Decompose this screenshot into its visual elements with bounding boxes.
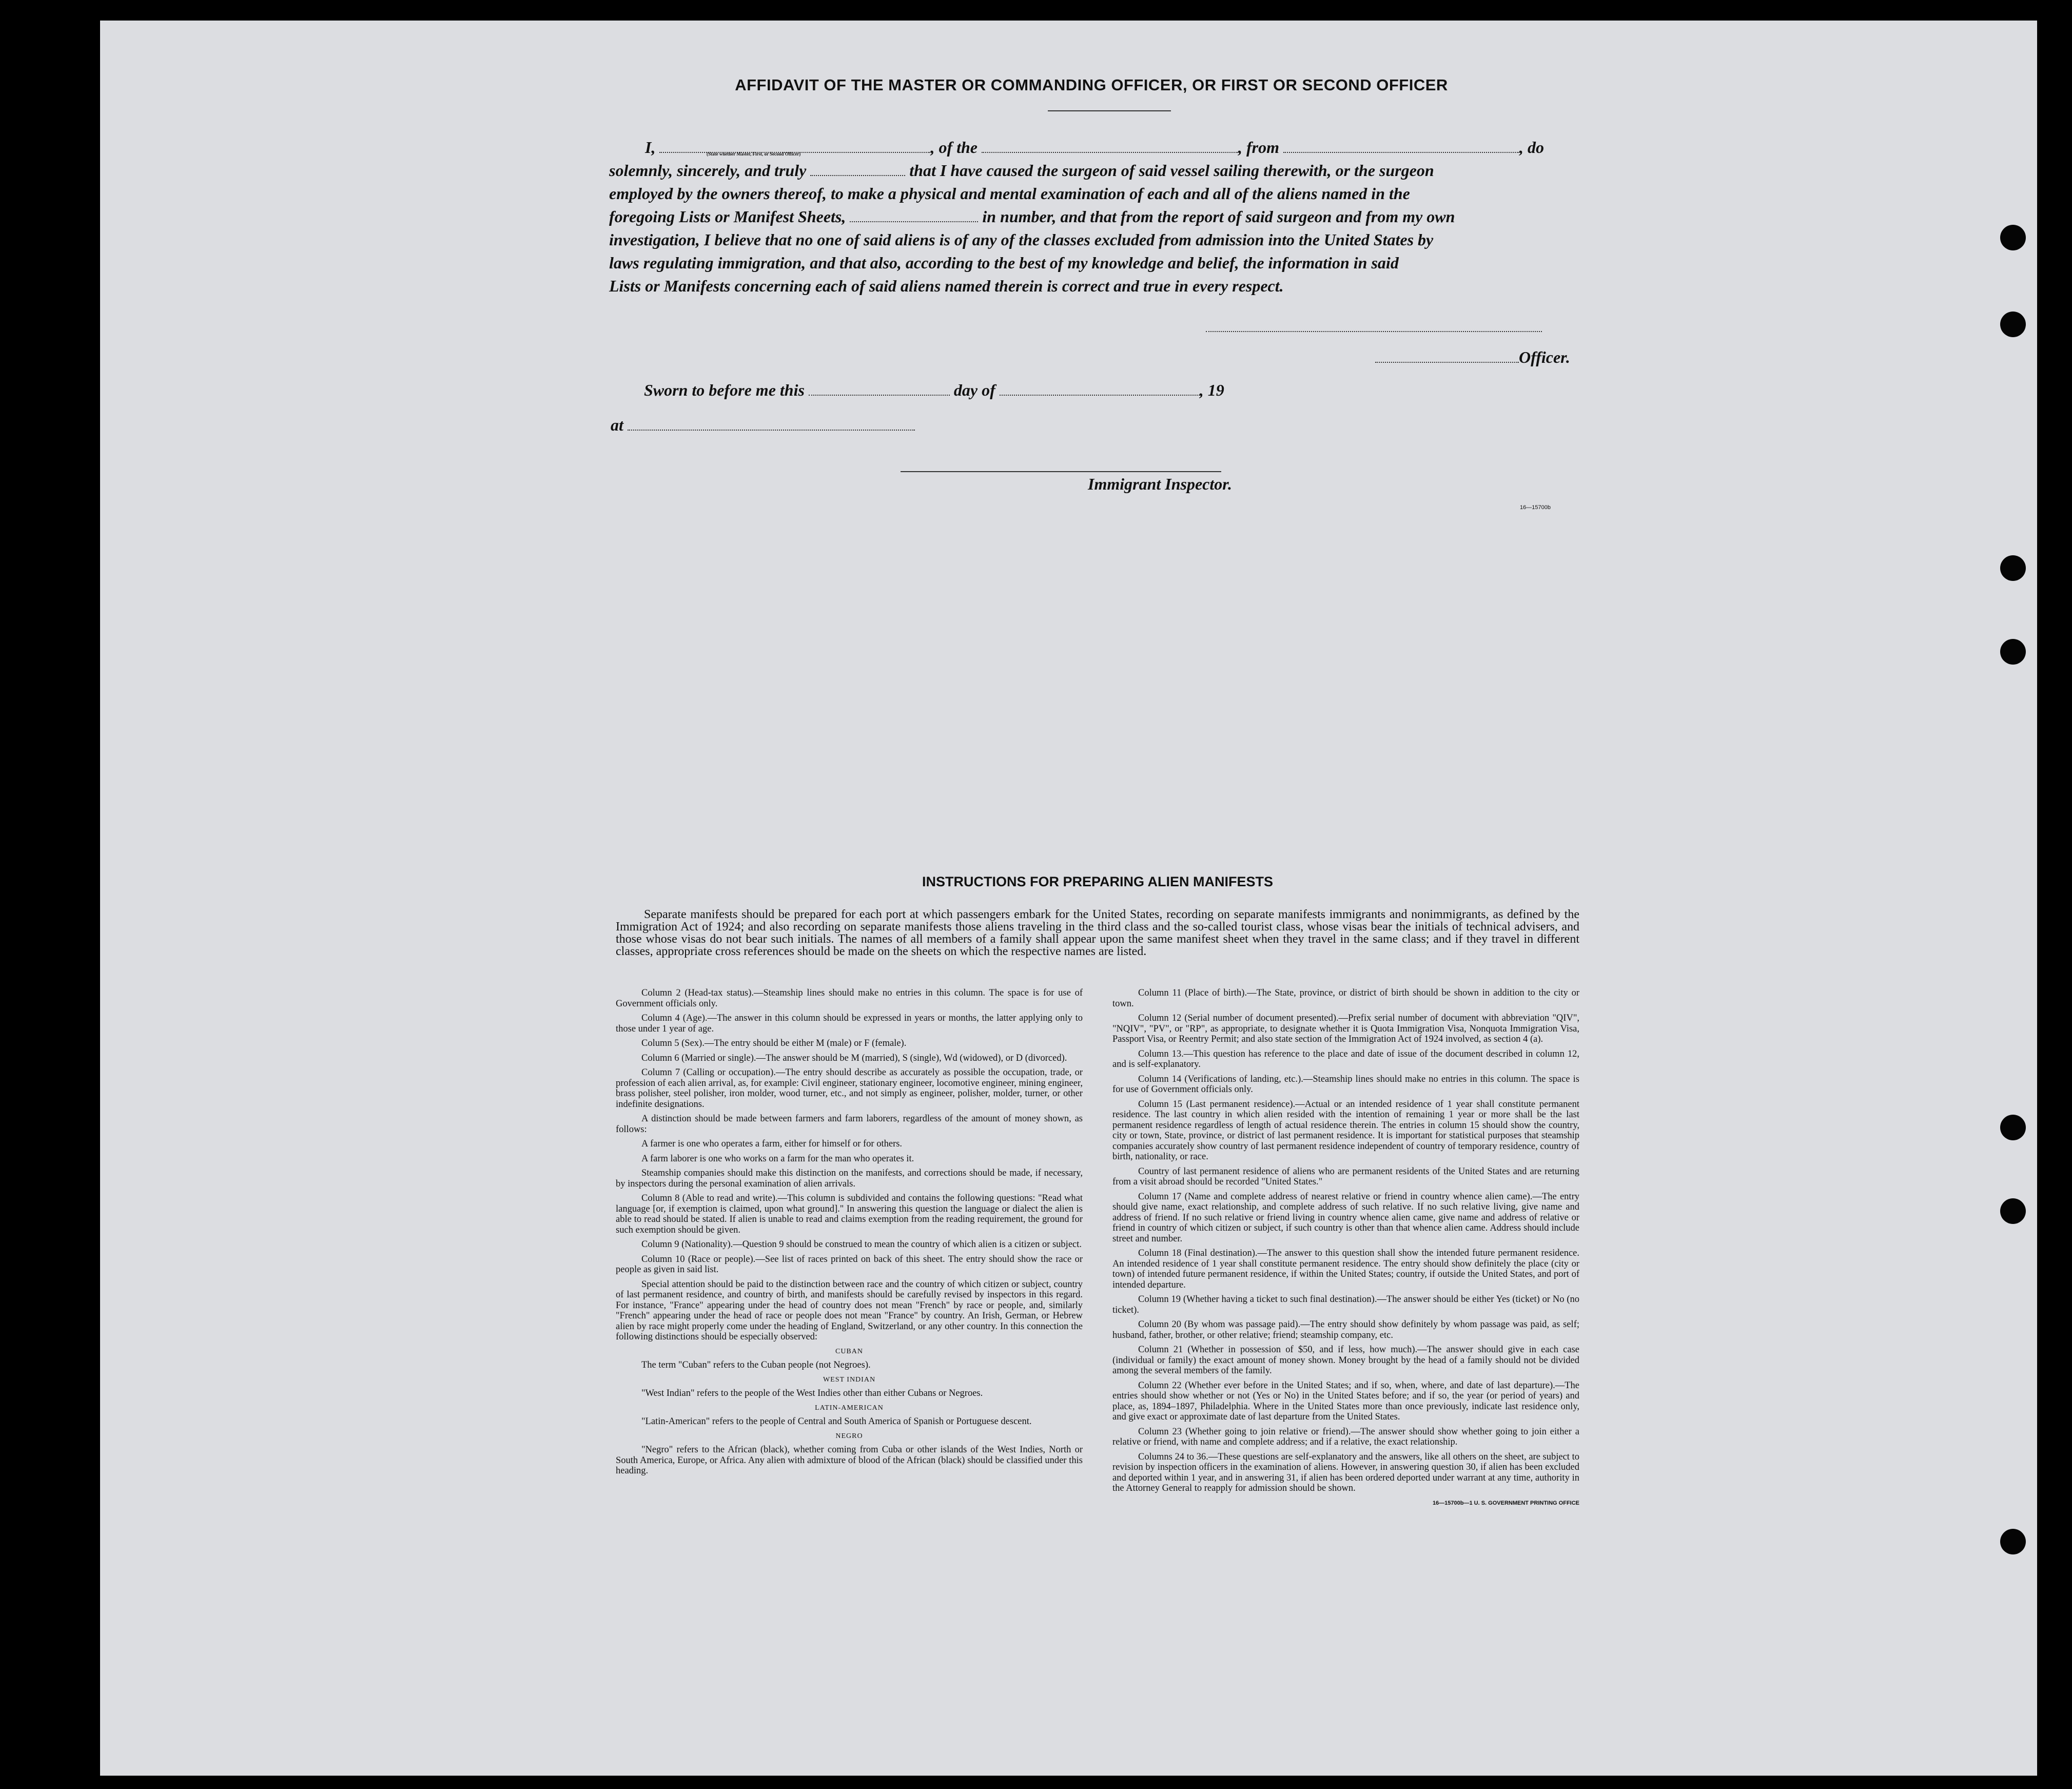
affidavit-line-7: Lists or Manifests concerning each of said aliens named therein is correct and true in every respect. bbox=[609, 277, 1284, 295]
affidavit-line-5: investigation, I believe that no one of said aliens is of any of the classes excluded from admission into the United States by bbox=[609, 230, 1434, 249]
affidavit-body bbox=[609, 136, 1574, 298]
instruction-paragraph: Special attention should be paid to the distinction between race and the country of which citizen or subject, country of last permanent residence, and country of birth, and manifests should be carefully revised by inspectors in this regard. For instance, "France" appearing under the head of country does not mean "French" by race or people, and, similarly "French" appearing under the head of race or people does not mean "France" by country. An Irish, German, or Hebrew alien by race might properly come under the heading of England, Switzerland, or any other country. In this connection the following distinctions should be especially observed: bbox=[616, 1279, 1083, 1342]
sheet-count-field[interactable] bbox=[850, 221, 978, 222]
instruction-paragraph: Column 8 (Able to read and write).—This column is subdivided and contains the following questions: "Read what language [or, if exemption is claimed, upon what ground]." In answering this question the language or dialect the alien is able to read should be stated. If alien is unable to read and claims exemption from the reading requirement, the ground for such exemption should be given. bbox=[616, 1193, 1083, 1235]
affidavit-line-2: solemnly, sincerely, and truly that I have caused the surgeon of said vessel sailing therewith, or the surgeon bbox=[609, 161, 1434, 180]
port-field[interactable] bbox=[1283, 152, 1519, 153]
punch-hole bbox=[2000, 1198, 2026, 1224]
sworn-day-field[interactable] bbox=[809, 395, 950, 396]
instruction-paragraph: Columns 24 to 36.—These questions are self-explanatory and the answers, like all others on the sheet, are subject to revision by inspection officers in the examination of aliens. However, in answering question 30, if alien has been excluded and deported within 1 year, and in answering 31, if alien has been ordered deported under warrant at any time, authority in the Attorney General to reapply for admission should be shown. bbox=[1112, 1451, 1579, 1493]
instructions-left-column bbox=[616, 988, 1083, 1481]
punch-hole bbox=[2000, 312, 2026, 337]
punch-hole bbox=[2000, 639, 2026, 665]
officer-line: Officer. bbox=[1375, 348, 1570, 367]
affidavit-line-6: laws regulating immigration, and that also, according to the best of my knowledge and belief, the information in said bbox=[609, 254, 1399, 272]
vessel-field[interactable] bbox=[982, 152, 1238, 153]
instruction-paragraph: Column 10 (Race or people).—See list of races printed on back of this sheet. The entry should show the race or people as given in said list. bbox=[616, 1254, 1083, 1275]
instruction-paragraph: Column 11 (Place of birth).—The State, province, or district of birth should be shown in addition to the city or town. bbox=[1112, 988, 1579, 1009]
instruction-paragraph: "West Indian" refers to the people of the West Indies other than either Cubans or Negroes. bbox=[641, 1388, 983, 1398]
section-heading: WEST INDIAN bbox=[823, 1375, 876, 1384]
instruction-paragraph: Column 5 (Sex).—The entry should be either M (male) or F (female). bbox=[641, 1038, 907, 1048]
instruction-paragraph: Column 2 (Head-tax status).—Steamship lines should make no entries in this column. The space is for use of Government officials only. bbox=[616, 988, 1083, 1009]
section-heading: LATIN-AMERICAN bbox=[815, 1404, 884, 1412]
instruction-paragraph: "Latin-American" refers to the people of Central and South America of Spanish or Portuguese descent. bbox=[641, 1416, 1032, 1427]
instruction-paragraph: Column 21 (Whether in possession of $50, and if less, how much).—The answer should give in each case (individual or family) the exact amount of money shown. Money brought by the head of a family should not be divided among the several members of the family. bbox=[1112, 1345, 1579, 1376]
inspector-label: Immigrant Inspector. bbox=[1088, 475, 1232, 493]
punch-hole bbox=[2000, 555, 2026, 581]
instruction-paragraph: A distinction should be made between farmers and farm laborers, regardless of the amount of money shown, as follows: bbox=[616, 1114, 1083, 1135]
instruction-paragraph: Column 15 (Last permanent residence).—Actual or an intended residence of 1 year shall constitute permanent residence. The last country in which alien resided with the intention of remaining 1 year or more shall be the last permanent residence regardless of length of actual residence therein. The entries in column 15 should show the country, city or town, State, province, or district of last permanent residence. It is important for statistical purposes that steamship companies accurately show country of last permanent residence independent of country of temporary residence, country of birth, nationality, or race. bbox=[1112, 1099, 1579, 1162]
officer-field[interactable] bbox=[1375, 362, 1519, 363]
rank-note: (State whether Master, First, or Second Officer) bbox=[707, 151, 801, 157]
instructions-title: INSTRUCTIONS FOR PREPARING ALIEN MANIFESTS bbox=[922, 874, 1274, 889]
instruction-paragraph: Column 19 (Whether having a ticket to such final destination).—The answer should be either Yes (ticket) or No (no ticket). bbox=[1112, 1294, 1579, 1315]
instruction-paragraph: Steamship companies should make this distinction on the manifests, and corrections should be made, if necessary, by inspectors during the personal examination of alien arrivals. bbox=[616, 1168, 1083, 1189]
instruction-paragraph: Column 14 (Verifications of landing, etc.).—Steamship lines should make no entries in this column. The space is for use of Government officials only. bbox=[1112, 1074, 1579, 1095]
place-field[interactable] bbox=[628, 430, 915, 431]
affidavit-line-1: I, , of the , from , do (State whether Master, First, or Second Officer) bbox=[645, 138, 1544, 157]
sworn-line: Sworn to before me this day of , 19 bbox=[644, 381, 1224, 399]
punch-hole bbox=[2000, 1115, 2026, 1140]
punch-hole bbox=[2000, 1529, 2026, 1554]
oath-field[interactable] bbox=[810, 175, 905, 176]
instruction-paragraph: Column 22 (Whether ever before in the United States; and if so, when, where, and date of last departure).—The entries should show whether or not (Yes or No) in the United States before; and if so, the year (or period of years) and place, as, 1894–1897, Philadelphia. Where in the United States more than once previously, indicate last residence only, and give exact or approximate date of last departure from the United States. bbox=[1112, 1380, 1579, 1422]
instruction-paragraph: Column 6 (Married or single).—The answer should be M (married), S (single), Wd (widowed), or D (divorced). bbox=[641, 1053, 1067, 1063]
instruction-paragraph: Column 18 (Final destination).—The answer to this question shall show the intended future permanent residence. An intended residence of 1 year shall constitute permanent residence. The entry should show definitely the place (city or town) of intended future permanent residence, if within the United States; country, if outside the United States, and port of intended departure. bbox=[1112, 1248, 1579, 1290]
instructions-right-column bbox=[1112, 988, 1579, 1512]
instruction-paragraph: Column 17 (Name and complete address of nearest relative or friend in country whence alien came).—The entry should give name, exact relationship, and complete address of such relative. If no such relative living, give name and address of friend. If no such relative or friend living in country whence alien came, give name and address of relative or friend in country of which citizen or subject, if such country is other than that whence alien came. Address should include street and number. bbox=[1112, 1191, 1579, 1244]
instruction-paragraph: Column 20 (By whom was passage paid).—The entry should show definitely by whom passage was paid, as self; husband, father, brother, or other relative; friend; steamship company, etc. bbox=[1112, 1319, 1579, 1340]
instruction-paragraph: "Negro" refers to the African (black), whether coming from Cuba or other islands of the West Indies, North or South America, Europe, or Africa. Any alien with admixture of blood of the African (black) should be classified under this heading. bbox=[616, 1445, 1083, 1476]
at-line: at bbox=[611, 416, 915, 435]
affidavit-line-3: employed by the owners thereof, to make a physical and mental examination of each and all of the aliens named in the bbox=[609, 184, 1410, 203]
instruction-paragraph: Column 23 (Whether going to join relative or friend).—The answer should show whether going to join either a relative or friend, with name and complete address; and if a relative, the exact relationship. bbox=[1112, 1426, 1579, 1447]
printing-office-footer: 16—15700b—1 U. S. GOVERNMENT PRINTING OFFICE bbox=[1432, 1500, 1579, 1506]
instruction-paragraph: A farm laborer is one who works on a farm for the man who operates it. bbox=[641, 1153, 914, 1164]
instruction-paragraph: Column 12 (Serial number of document presented).—Prefix serial number of document with abbreviation "QIV", "NQIV", "PV", or "RP", as appropriate, to designate whether it is Quota Immigration Visa, Nonquota Immigration Visa, Passport Visa, or Reentry Permit; and also state section of the Immigration Act of 1924 involved, as section 4 (a). bbox=[1112, 1013, 1579, 1044]
inspector-signature-line[interactable] bbox=[901, 471, 1221, 472]
punch-hole bbox=[2000, 225, 2026, 250]
title-rule bbox=[1048, 110, 1171, 111]
form-number: 16—15700b bbox=[1520, 504, 1551, 511]
instruction-paragraph: Column 4 (Age).—The answer in this column should be expressed in years or months, the latter applying only to those under 1 year of age. bbox=[616, 1013, 1083, 1034]
instructions-intro: Separate manifests should be prepared for each port at which passengers embark for the United States, recording on separate manifests immigrants and nonimmigrants, as defined by the Immigration Act of 1924; and also recording on separate manifests those aliens traveling in the third class and the so-called tourist class, whose visas bear the initials of technical advisers, and those whose visas do not bear such initials. The names of all members of a family shall appear upon the same manifest sheet when they travel in the same class; and if they travel in different classes, appropriate cross references should be made on the sheets on which the respective names are listed. bbox=[616, 908, 1579, 958]
instruction-paragraph: Country of last permanent residence of aliens who are permanent residents of the United States and are returning from a visit abroad should be recorded "United States." bbox=[1112, 1166, 1579, 1187]
section-heading: CUBAN bbox=[835, 1347, 863, 1355]
instruction-paragraph: Column 13.—This question has reference to the place and date of issue of the document described in column 12, and is self-explanatory. bbox=[1112, 1048, 1579, 1069]
affidavit-line-4: foregoing Lists or Manifest Sheets, in number, and that from the report of said surgeon and from my own bbox=[609, 207, 1455, 226]
instruction-paragraph: Column 9 (Nationality).—Question 9 should be construed to mean the country of which alien is a citizen or subject. bbox=[641, 1239, 1082, 1250]
instruction-paragraph: A farmer is one who operates a farm, either for himself or for others. bbox=[641, 1139, 903, 1149]
section-heading: NEGRO bbox=[835, 1432, 863, 1440]
signature-line[interactable] bbox=[1206, 331, 1542, 332]
instruction-paragraph: Column 7 (Calling or occupation).—The entry should describe as accurately as possible the occupation, trade, or profession of each alien arrival, as, for example: Civil engineer, stationary engineer, locomotive engineer, mining engineer, brass polisher, steel polisher, iron molder, wood turner, etc., and not simply as engineer, polisher, molder, turner, or other indefinite designations. bbox=[616, 1067, 1083, 1110]
affidavit-title: AFFIDAVIT OF THE MASTER OR COMMANDING OFFICER, OR FIRST OR SECOND OFFICER bbox=[735, 76, 1448, 94]
instruction-paragraph: The term "Cuban" refers to the Cuban people (not Negroes). bbox=[641, 1360, 871, 1370]
sworn-month-field[interactable] bbox=[1000, 395, 1200, 396]
